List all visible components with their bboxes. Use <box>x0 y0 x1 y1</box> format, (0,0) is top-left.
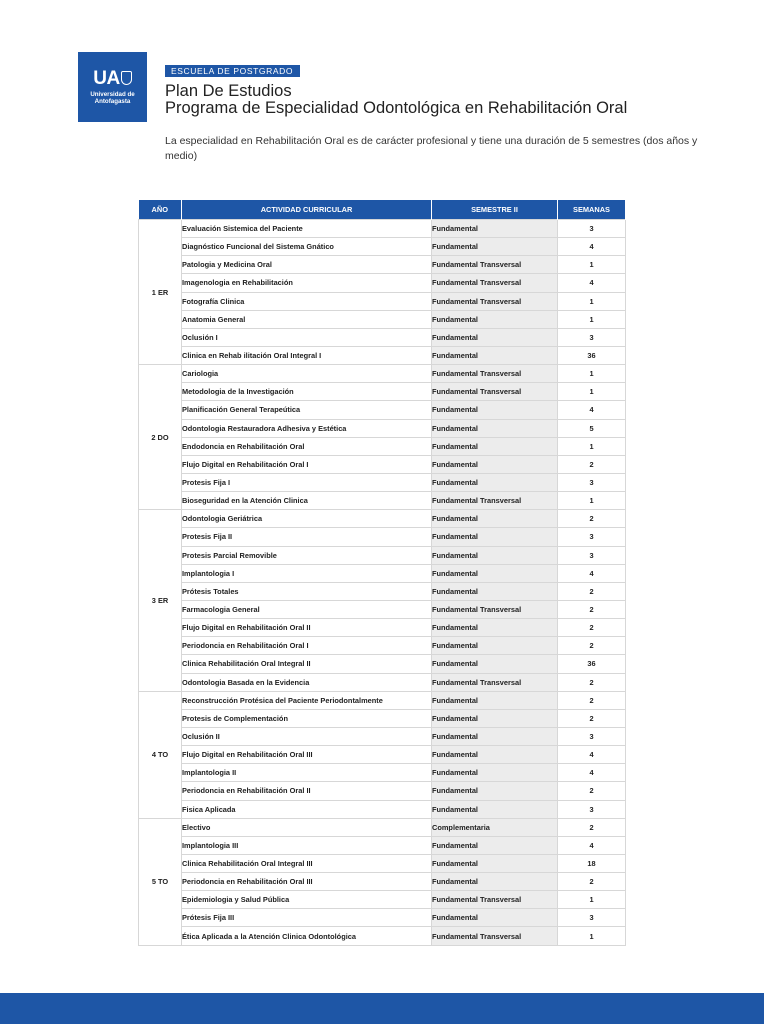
header-activity: ACTIVIDAD CURRICULAR <box>182 200 432 220</box>
semester-cell: Complementaria <box>432 818 558 836</box>
activity-cell: Cariologia <box>182 365 432 383</box>
semester-cell: Fundamental Transversal <box>432 600 558 618</box>
semester-cell: Fundamental <box>432 800 558 818</box>
activity-cell: Reconstrucción Protésica del Paciente Periodontalmente <box>182 691 432 709</box>
semester-cell: Fundamental <box>432 238 558 256</box>
semester-cell: Fundamental Transversal <box>432 492 558 510</box>
activity-cell: Protesis Fija I <box>182 473 432 491</box>
activity-cell: Farmacologia General <box>182 600 432 618</box>
activity-cell: Odontologia Geriátrica <box>182 510 432 528</box>
table-row <box>139 854 626 872</box>
weeks-cell: 36 <box>558 655 626 673</box>
activity-cell: Prótesis Fija III <box>182 909 432 927</box>
table-row <box>139 600 626 618</box>
table-row <box>139 455 626 473</box>
semester-cell: Fundamental <box>432 528 558 546</box>
weeks-cell: 2 <box>558 709 626 727</box>
table-row <box>139 746 626 764</box>
table-row <box>139 365 626 383</box>
table-row <box>139 419 626 437</box>
intro-paragraph: La especialidad en Rehabilitación Oral es de carácter profesional y tiene una duración de 5 semestres (dos años y medio) <box>165 135 698 162</box>
header-semester: SEMESTRE II <box>432 200 558 220</box>
weeks-cell: 5 <box>558 419 626 437</box>
semester-cell: Fundamental <box>432 328 558 346</box>
table-row <box>139 691 626 709</box>
table-row <box>139 709 626 727</box>
weeks-cell: 2 <box>558 673 626 691</box>
activity-cell: Epidemiologia y Salud Pública <box>182 891 432 909</box>
semester-cell: Fundamental <box>432 564 558 582</box>
table-row <box>139 836 626 854</box>
header-year: AÑO <box>139 200 182 220</box>
university-logo <box>78 52 147 122</box>
activity-cell: Odontologia Restauradora Adhesiva y Estética <box>182 419 432 437</box>
table-row <box>139 546 626 564</box>
weeks-cell: 1 <box>558 292 626 310</box>
weeks-cell: 1 <box>558 383 626 401</box>
activity-cell: Odontologia Basada en la Evidencia <box>182 673 432 691</box>
activity-cell: Planificación General Terapeútica <box>182 401 432 419</box>
weeks-cell: 1 <box>558 365 626 383</box>
weeks-cell: 3 <box>558 220 626 238</box>
weeks-cell: 2 <box>558 455 626 473</box>
table-row <box>139 637 626 655</box>
activity-cell: Flujo Digital en Rehabilitación Oral II <box>182 619 432 637</box>
semester-cell: Fundamental <box>432 655 558 673</box>
table-row <box>139 655 626 673</box>
table-row <box>139 582 626 600</box>
activity-cell: Prótesis Totales <box>182 582 432 600</box>
table-row <box>139 727 626 745</box>
semester-cell: Fundamental Transversal <box>432 256 558 274</box>
table-row <box>139 256 626 274</box>
table-row <box>139 310 626 328</box>
semester-cell: Fundamental <box>432 746 558 764</box>
activity-cell: Evaluación Sistemica del Paciente <box>182 220 432 238</box>
activity-cell: Periodoncia en Rehabilitación Oral II <box>182 782 432 800</box>
weeks-cell: 4 <box>558 836 626 854</box>
semester-cell: Fundamental <box>432 637 558 655</box>
table-row <box>139 473 626 491</box>
activity-cell: Metodologia de la Investigación <box>182 383 432 401</box>
weeks-cell: 2 <box>558 619 626 637</box>
activity-cell: Clinica en Rehab ilitación Oral Integral I <box>182 346 432 364</box>
activity-cell: Oclusión II <box>182 727 432 745</box>
table-row <box>139 437 626 455</box>
table-row <box>139 292 626 310</box>
logo-mark: UA <box>93 68 120 89</box>
weeks-cell: 3 <box>558 909 626 927</box>
semester-cell: Fundamental <box>432 510 558 528</box>
table-row <box>139 383 626 401</box>
year-cell: 5 TO <box>139 818 182 945</box>
semester-cell: Fundamental <box>432 401 558 419</box>
weeks-cell: 3 <box>558 546 626 564</box>
semester-cell: Fundamental <box>432 582 558 600</box>
table-body <box>139 220 626 946</box>
activity-cell: Clinica Rehabilitación Oral Integral II <box>182 655 432 673</box>
curriculum-table <box>138 200 626 946</box>
weeks-cell: 4 <box>558 274 626 292</box>
weeks-cell: 1 <box>558 437 626 455</box>
activity-cell: Protesis Parcial Removible <box>182 546 432 564</box>
activity-cell: Periodoncia en Rehabilitación Oral III <box>182 873 432 891</box>
table-row <box>139 220 626 238</box>
weeks-cell: 2 <box>558 582 626 600</box>
activity-cell: Bioseguridad en la Atención Clinica <box>182 492 432 510</box>
year-cell: 1 ER <box>139 220 182 365</box>
weeks-cell: 3 <box>558 473 626 491</box>
semester-cell: Fundamental Transversal <box>432 274 558 292</box>
weeks-cell: 2 <box>558 510 626 528</box>
activity-cell: Flujo Digital en Rehabilitación Oral I <box>182 455 432 473</box>
table-row <box>139 764 626 782</box>
semester-cell: Fundamental <box>432 419 558 437</box>
weeks-cell: 36 <box>558 346 626 364</box>
semester-cell: Fundamental <box>432 873 558 891</box>
semester-cell: Fundamental <box>432 854 558 872</box>
table-row <box>139 673 626 691</box>
semester-cell: Fundamental <box>432 310 558 328</box>
table-row <box>139 909 626 927</box>
activity-cell: Implantologia III <box>182 836 432 854</box>
semester-cell: Fundamental Transversal <box>432 891 558 909</box>
weeks-cell: 3 <box>558 328 626 346</box>
semester-cell: Fundamental Transversal <box>432 292 558 310</box>
weeks-cell: 1 <box>558 492 626 510</box>
weeks-cell: 4 <box>558 401 626 419</box>
footer-bar <box>0 993 764 1024</box>
table-row <box>139 818 626 836</box>
weeks-cell: 4 <box>558 238 626 256</box>
semester-cell: Fundamental <box>432 836 558 854</box>
activity-cell: Implantologia I <box>182 564 432 582</box>
weeks-cell: 4 <box>558 764 626 782</box>
semester-cell: Fundamental <box>432 782 558 800</box>
activity-cell: Periodoncia en Rehabilitación Oral I <box>182 637 432 655</box>
weeks-cell: 2 <box>558 782 626 800</box>
year-cell: 4 TO <box>139 691 182 818</box>
weeks-cell: 4 <box>558 564 626 582</box>
activity-cell: Fotografía Clinica <box>182 292 432 310</box>
table-row <box>139 328 626 346</box>
table-row <box>139 891 626 909</box>
activity-cell: Electivo <box>182 818 432 836</box>
weeks-cell: 1 <box>558 891 626 909</box>
crest-icon <box>121 71 132 85</box>
table-row <box>139 492 626 510</box>
activity-cell: Clinica Rehabilitación Oral Integral III <box>182 854 432 872</box>
semester-cell: Fundamental <box>432 455 558 473</box>
weeks-cell: 2 <box>558 691 626 709</box>
weeks-cell: 1 <box>558 310 626 328</box>
semester-cell: Fundamental Transversal <box>432 383 558 401</box>
table-row <box>139 510 626 528</box>
activity-cell: Ética Aplicada a la Atención Clinica Odontológica <box>182 927 432 945</box>
activity-cell: Flujo Digital en Rehabilitación Oral III <box>182 746 432 764</box>
semester-cell: Fundamental <box>432 619 558 637</box>
activity-cell: Fisica Aplicada <box>182 800 432 818</box>
year-cell: 2 DO <box>139 365 182 510</box>
weeks-cell: 2 <box>558 600 626 618</box>
table-row <box>139 564 626 582</box>
activity-cell: Protesis de Complementación <box>182 709 432 727</box>
weeks-cell: 2 <box>558 818 626 836</box>
page-title: Plan De Estudios <box>165 82 292 100</box>
table-row <box>139 927 626 945</box>
semester-cell: Fundamental Transversal <box>432 927 558 945</box>
table-row <box>139 238 626 256</box>
semester-cell: Fundamental <box>432 346 558 364</box>
table-row <box>139 800 626 818</box>
activity-cell: Implantologia II <box>182 764 432 782</box>
activity-cell: Anatomia General <box>182 310 432 328</box>
table-row <box>139 274 626 292</box>
weeks-cell: 3 <box>558 800 626 818</box>
activity-cell: Oclusión I <box>182 328 432 346</box>
semester-cell: Fundamental <box>432 727 558 745</box>
activity-cell: Imagenologia en Rehabilitación <box>182 274 432 292</box>
semester-cell: Fundamental <box>432 764 558 782</box>
semester-cell: Fundamental <box>432 220 558 238</box>
table-header-row <box>139 200 626 220</box>
table-row <box>139 401 626 419</box>
year-cell: 3 ER <box>139 510 182 691</box>
weeks-cell: 1 <box>558 927 626 945</box>
semester-cell: Fundamental <box>432 709 558 727</box>
semester-cell: Fundamental Transversal <box>432 365 558 383</box>
table-row <box>139 619 626 637</box>
activity-cell: Patologia y Medicina Oral <box>182 256 432 274</box>
logo-university-name: Universidad de Antofagasta <box>90 91 135 105</box>
activity-cell: Protesis Fija II <box>182 528 432 546</box>
semester-cell: Fundamental Transversal <box>432 673 558 691</box>
table-row <box>139 346 626 364</box>
weeks-cell: 2 <box>558 637 626 655</box>
weeks-cell: 3 <box>558 727 626 745</box>
semester-cell: Fundamental <box>432 691 558 709</box>
table-row <box>139 873 626 891</box>
weeks-cell: 2 <box>558 873 626 891</box>
table-row <box>139 528 626 546</box>
header-weeks: SEMANAS <box>558 200 626 220</box>
weeks-cell: 1 <box>558 256 626 274</box>
semester-cell: Fundamental <box>432 437 558 455</box>
school-badge: ESCUELA DE POSTGRADO <box>165 65 300 77</box>
semester-cell: Fundamental <box>432 473 558 491</box>
weeks-cell: 4 <box>558 746 626 764</box>
semester-cell: Fundamental <box>432 546 558 564</box>
semester-cell: Fundamental <box>432 909 558 927</box>
activity-cell: Endodoncia en Rehabilitación Oral <box>182 437 432 455</box>
table-row <box>139 782 626 800</box>
activity-cell: Diagnóstico Funcional del Sistema Gnático <box>182 238 432 256</box>
program-title: Programa de Especialidad Odontológica en Rehabilitación Oral <box>165 99 628 117</box>
weeks-cell: 18 <box>558 854 626 872</box>
weeks-cell: 3 <box>558 528 626 546</box>
